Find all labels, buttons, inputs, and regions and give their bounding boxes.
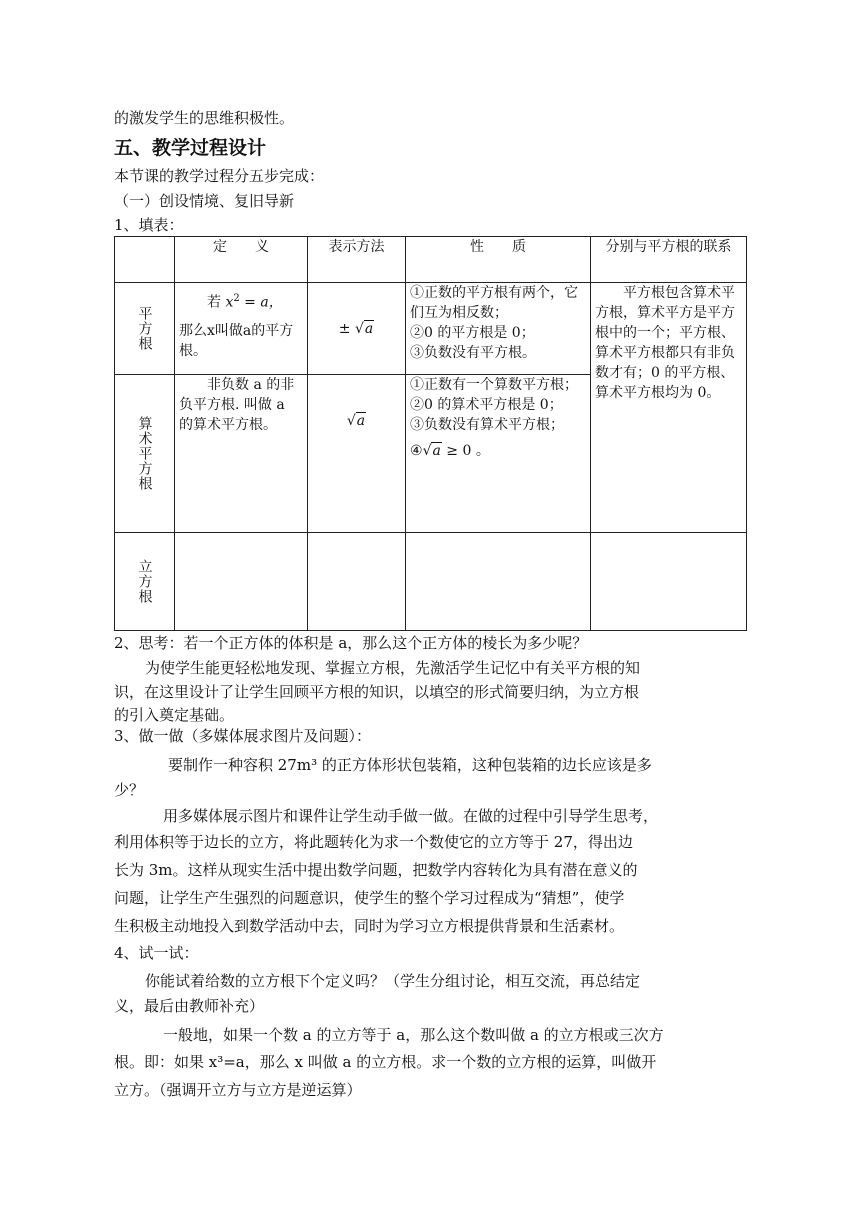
cube-root-properties xyxy=(406,533,591,631)
square-root-notation: ± √a xyxy=(308,283,406,375)
sqrt-symbol: √a xyxy=(354,320,374,337)
para3-line4: 问题，让学生产生强烈的问题意识，使学生的整个学习过程成为“猜想”，使学 xyxy=(114,889,625,907)
para3-line5: 生积极主动地投入到数学活动中去，同时为学习立方根提供背景和生活素材。 xyxy=(114,917,625,935)
header-definition: 定 义 xyxy=(175,237,308,283)
square-root-properties: ①正数的平方根有两个，它们互为相反数； ②0 的平方根是 0； ③负数没有平方根。 xyxy=(406,283,591,375)
item1: 1、填表： xyxy=(114,216,184,234)
item4: 4、试一试： xyxy=(114,944,199,962)
corner-cell xyxy=(115,237,175,283)
row-head-square-root: 平方根 xyxy=(115,283,175,375)
square-def-line1: 若 $x^2 = a$， xyxy=(207,293,283,311)
item2: 2、思考：若一个正方体的体积是 a，那么这个正方体的棱长为多少呢？ xyxy=(114,634,588,652)
arithmetic-root-properties: ①正数有一个算数平方根； ②0 的算术平方根是 0； ③负数没有算术平方根； ④√a ≥ 0 。 xyxy=(406,375,591,533)
para5-line1: 一般地，如果一个数 a 的立方等于 a，那么这个数叫做 a 的立方根或三次方 xyxy=(163,1026,664,1044)
section-title: 五、教学过程设计 xyxy=(114,137,267,159)
cube-root-definition xyxy=(175,533,308,631)
sqrt-symbol: √a xyxy=(422,443,441,459)
square-def-line2: 那么x叫做a的平方根。 xyxy=(179,322,294,359)
para1-line3: 的引入奠定基础。 xyxy=(114,706,235,724)
arithmetic-root-definition: 非负数 a 的非负平方根. 叫做 a 的算术平方根。 xyxy=(175,375,308,533)
header-relation: 分别与平方根的联系 xyxy=(591,237,747,283)
cube-root-relation xyxy=(591,533,747,631)
table-row-square-root xyxy=(115,283,747,375)
para5-line3: 立方。（强调开立方与立方是逆运算） xyxy=(114,1081,362,1099)
square-root-definition xyxy=(175,283,308,375)
header-notation: 表示方法 xyxy=(308,237,406,283)
arith-prop4: ④√a ≥ 0 。 xyxy=(410,443,490,459)
para2-line2: 少？ xyxy=(114,781,145,799)
para1-line1: 为使学生能更轻松地发现、掌握立方根，先激活学生记忆中有关平方根的知 xyxy=(145,659,641,677)
item3: 3、做一做（多媒体展求图片及问题）： xyxy=(114,727,372,745)
para4-line1: 你能试着给数的立方根下个定义吗？（学生分组讨论，相互交流，再总结定 xyxy=(145,972,641,990)
intro-line: 本节课的教学过程分五步完成： xyxy=(114,167,325,185)
review-table xyxy=(114,236,747,631)
sqrt-symbol: √a xyxy=(346,413,366,429)
arithmetic-root-notation xyxy=(308,375,406,533)
cube-root-notation xyxy=(308,533,406,631)
row-head-arithmetic-root: 算术平方根 xyxy=(115,375,175,533)
table-row-cube-root xyxy=(115,533,747,631)
relation-cell: 平方根包含算术平方根，算术平方是平方根中的一个；平方根、算术平方根都只有非负数才有；0 的平方根、算术平方根均为 0。 xyxy=(591,283,747,533)
intro-tail: 的激发学生的思维积极性。 xyxy=(114,109,295,127)
header-property: 性 质 xyxy=(406,237,591,283)
para3-line3: 长为 3m。这样从现实生活中提出数学问题，把数学内容转化为具有潜在意义的 xyxy=(114,861,638,879)
para2-line1: 要制作一种容积 27m³ 的正方体形状包装箱，这种包装箱的边长应该是多 xyxy=(168,756,652,774)
para4-line2: 义，最后由教师补充） xyxy=(114,997,265,1015)
para1-line2: 识，在这里设计了让学生回顾平方根的知识，以填空的形式简要归纳，为立方根 xyxy=(114,683,640,701)
para5-line2: 根。即：如果 x³=a，那么 x 叫做 a 的立方根。求一个数的立方根的运算，叫做开 xyxy=(114,1053,657,1071)
row-head-cube-root: 立方根 xyxy=(115,533,175,631)
para3-line1: 用多媒体展示图片和课件让学生动手做一做。在做的过程中引导学生思考， xyxy=(163,807,659,825)
step1-title: （一）创设情境、复旧导新 xyxy=(114,192,295,210)
table-header-row xyxy=(115,237,747,283)
para3-line2: 利用体积等于边长的立方，将此题转化为求一个数使它的立方等于 27，得出边 xyxy=(114,833,633,851)
